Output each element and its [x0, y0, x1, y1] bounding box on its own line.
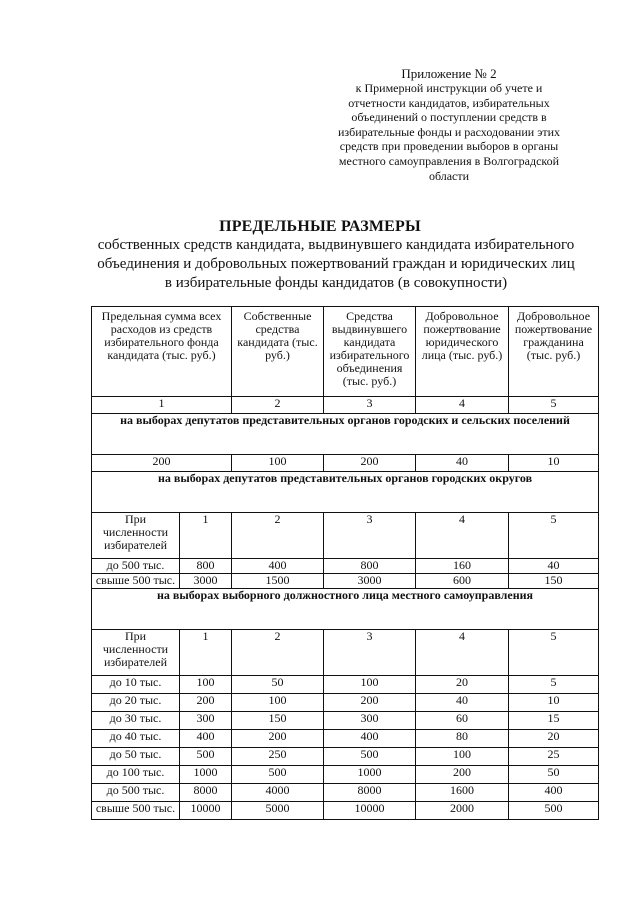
- section-row: [92, 414, 599, 455]
- cell-value: 100: [232, 694, 324, 712]
- cell-value: 400: [324, 730, 416, 748]
- cell-value: 800: [180, 559, 232, 574]
- cell-value: 20: [509, 730, 599, 748]
- column-number: 2: [232, 513, 324, 559]
- cell-value: 40: [509, 559, 599, 574]
- cell-value: 500: [324, 748, 416, 766]
- header-own-funds: Собственные средства кандидата (тыс. руб.): [232, 307, 324, 397]
- appendix-heading: Приложение № 2: [401, 66, 497, 81]
- appendix-line: избирательные фонды и расходовании этих: [337, 124, 561, 139]
- population-header-row: [92, 630, 599, 676]
- cell-value: 1500: [232, 574, 324, 589]
- cell-value: 100: [232, 455, 324, 472]
- cell-value: 80: [416, 730, 509, 748]
- cell-value: 10: [509, 694, 599, 712]
- cell-value: 40: [416, 455, 509, 472]
- row-label: свыше 500 тыс.: [92, 574, 180, 589]
- row-label: до 40 тыс.: [92, 730, 180, 748]
- cell-value: 1000: [180, 766, 232, 784]
- appendix-note: [318, 66, 580, 183]
- table-row: [92, 455, 599, 472]
- column-number: 4: [416, 397, 509, 414]
- subtitle-line: собственных средств кандидата, выдвинувшего кандидата избирательного: [97, 237, 575, 253]
- cell-value: 200: [180, 694, 232, 712]
- cell-value: 200: [324, 455, 416, 472]
- cell-value: 160: [416, 559, 509, 574]
- document-subtitle: [76, 236, 596, 293]
- column-number: 1: [180, 630, 232, 676]
- appendix-line: объединений о поступлении средств в: [351, 110, 547, 125]
- appendix-line: местного самоуправления в Волгоградской: [338, 153, 560, 168]
- cell-value: 1600: [416, 784, 509, 802]
- section-row: [92, 589, 599, 630]
- table-row: [92, 730, 599, 748]
- header-citizen-donation: Добровольное пожертвование гражданина (тыс. руб.): [509, 307, 599, 397]
- cell-value: 25: [509, 748, 599, 766]
- appendix-line: средств при проведении выборов в органы: [339, 139, 559, 154]
- cell-value: 15: [509, 712, 599, 730]
- cell-value: 100: [180, 676, 232, 694]
- appendix-line: отчетности кандидатов, избирательных: [348, 95, 550, 110]
- cell-value: 150: [509, 574, 599, 589]
- cell-value: 400: [509, 784, 599, 802]
- cell-value: 3000: [324, 574, 416, 589]
- cell-value: 1000: [324, 766, 416, 784]
- row-label: до 50 тыс.: [92, 748, 180, 766]
- cell-value: 500: [180, 748, 232, 766]
- column-number: 3: [324, 513, 416, 559]
- table-row: [92, 694, 599, 712]
- table-row: [92, 784, 599, 802]
- header-row: [92, 307, 599, 397]
- subtitle-line: в избирательные фонды кандидатов (в совокупности): [164, 275, 508, 291]
- cell-value: 300: [180, 712, 232, 730]
- appendix-line: области: [428, 168, 470, 183]
- cell-value: 300: [324, 712, 416, 730]
- section-title-executive: на выборах выборного должностного лица местного самоуправления: [92, 589, 599, 630]
- subtitle-line: объединения и добровольных пожертвований граждан и юридических лиц: [97, 256, 575, 272]
- cell-value: 3000: [180, 574, 232, 589]
- column-number: 5: [509, 630, 599, 676]
- cell-value: 100: [324, 676, 416, 694]
- table-row: [92, 574, 599, 589]
- population-label: При численности избирателей: [92, 630, 180, 676]
- row-label: до 30 тыс.: [92, 712, 180, 730]
- column-number: 3: [324, 397, 416, 414]
- cell-value: 2000: [416, 802, 509, 820]
- section-title-city-districts: на выборах депутатов представительных органов городских округов: [92, 472, 599, 513]
- appendix-line: к Примерной инструкции об учете и: [355, 81, 543, 95]
- cell-value: 100: [416, 748, 509, 766]
- row-label: до 500 тыс.: [92, 559, 180, 574]
- cell-value: 5: [509, 676, 599, 694]
- column-number: 1: [92, 397, 232, 414]
- column-number: 4: [416, 513, 509, 559]
- cell-value: 800: [324, 559, 416, 574]
- header-party-funds: Средства выдвинувшего кандидата избирательного объединения (тыс. руб.): [324, 307, 416, 397]
- table-row: [92, 559, 599, 574]
- cell-value: 40: [416, 694, 509, 712]
- cell-value: 500: [509, 802, 599, 820]
- header-total-limit: Предельная сумма всех расходов из средств избирательного фонда кандидата (тыс. руб.): [92, 307, 232, 397]
- cell-value: 400: [232, 559, 324, 574]
- column-number: 5: [509, 513, 599, 559]
- column-number: 4: [416, 630, 509, 676]
- cell-value: 200: [92, 455, 232, 472]
- column-number: 2: [232, 630, 324, 676]
- cell-value: 10: [509, 455, 599, 472]
- column-number: 3: [324, 630, 416, 676]
- column-number: 2: [232, 397, 324, 414]
- row-label: до 10 тыс.: [92, 676, 180, 694]
- cell-value: 4000: [232, 784, 324, 802]
- limits-table: [91, 306, 599, 820]
- cell-value: 20: [416, 676, 509, 694]
- cell-value: 200: [232, 730, 324, 748]
- table-row: [92, 676, 599, 694]
- cell-value: 250: [232, 748, 324, 766]
- cell-value: 200: [324, 694, 416, 712]
- section-title-settlements: на выборах депутатов представительных органов городских и сельских поселений: [92, 414, 599, 455]
- table-row: [92, 712, 599, 730]
- section-row: [92, 472, 599, 513]
- cell-value: 50: [232, 676, 324, 694]
- cell-value: 50: [509, 766, 599, 784]
- row-label: до 500 тыс.: [92, 784, 180, 802]
- cell-value: 8000: [180, 784, 232, 802]
- table-row: [92, 766, 599, 784]
- cell-value: 8000: [324, 784, 416, 802]
- cell-value: 5000: [232, 802, 324, 820]
- cell-value: 400: [180, 730, 232, 748]
- cell-value: 150: [232, 712, 324, 730]
- population-header-row: [92, 513, 599, 559]
- cell-value: 10000: [324, 802, 416, 820]
- cell-value: 500: [232, 766, 324, 784]
- cell-value: 10000: [180, 802, 232, 820]
- column-number: 1: [180, 513, 232, 559]
- population-label: При численности избирателей: [92, 513, 180, 559]
- cell-value: 600: [416, 574, 509, 589]
- column-number: 5: [509, 397, 599, 414]
- column-numbers-row: [92, 397, 599, 414]
- cell-value: 200: [416, 766, 509, 784]
- document-title: ПРЕДЕЛЬНЫЕ РАЗМЕРЫ: [219, 218, 421, 235]
- row-label: до 20 тыс.: [92, 694, 180, 712]
- header-legal-donation: Добровольное пожертвование юридического лица (тыс. руб.): [416, 307, 509, 397]
- table-row: [92, 748, 599, 766]
- cell-value: 60: [416, 712, 509, 730]
- row-label: до 100 тыс.: [92, 766, 180, 784]
- table-row: [92, 802, 599, 820]
- row-label: свыше 500 тыс.: [92, 802, 180, 820]
